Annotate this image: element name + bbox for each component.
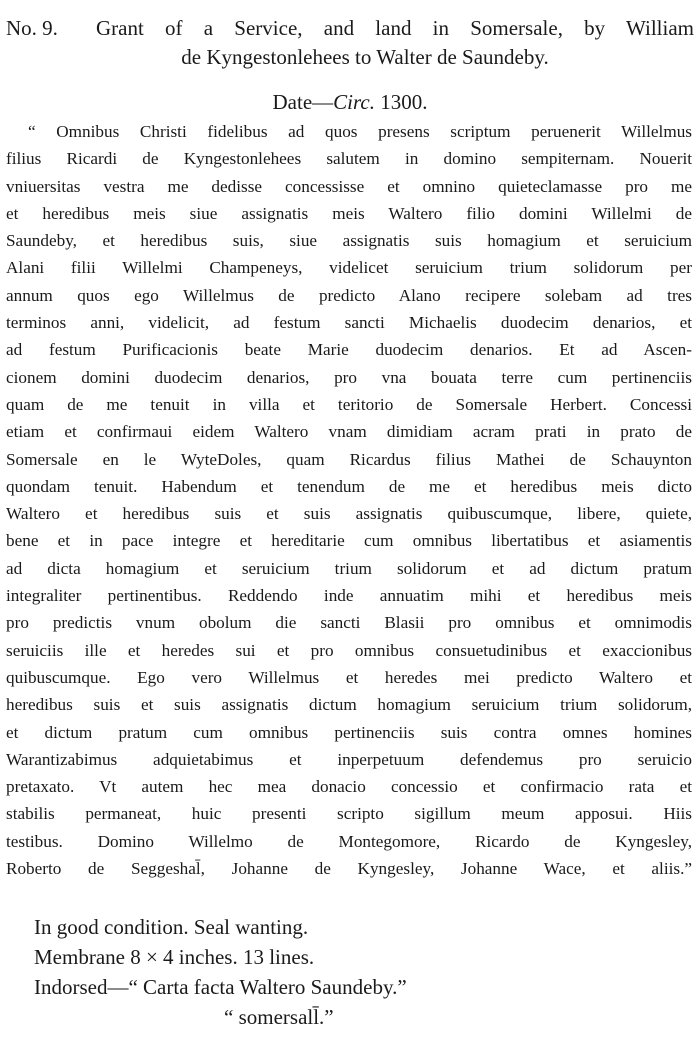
date-year: 1300. bbox=[380, 90, 428, 114]
text-line: et heredibus meis siue assignatis meis Waltero filio domini Willelmi de bbox=[6, 203, 692, 223]
text-line: Roberto de Seggeshal̄, Johanne de Kyngesley, Johanne Wace, et aliis.” bbox=[6, 859, 692, 879]
text-line: “ Omnibus Christi fidelibus ad quos presens scriptum peruenerit Willelmus bbox=[28, 122, 692, 141]
text-line: terminos anni, videlicit, ad festum sancti Michaelis duodecim denarios, et bbox=[6, 313, 692, 333]
text-line: filius Ricardi de Kyngestonlehees salutem in domino sempiternam. Nouerit bbox=[6, 149, 692, 169]
heading-line-1 bbox=[6, 14, 694, 43]
text-line: quibuscumque. Ego vero Willelmus et heredes mei predicto Waltero et bbox=[6, 667, 692, 687]
text-line: Warantizabimus adquietabimus et inperpetuum defendemus pro seruicio bbox=[6, 749, 692, 769]
indorsed-note: Indorsed—“ Carta facta Waltero Saundeby.” bbox=[34, 975, 407, 999]
text-line: seruiciis ille et heredes sui et pro omnibus consuetudinibus et exaccionibus bbox=[6, 640, 692, 660]
text-line: bene et in pace integre et hereditarie cum omnibus libertatibus et asiamentis bbox=[6, 531, 692, 551]
condition-note: In good condition. Seal wanting. bbox=[34, 915, 309, 939]
text-line: ad festum Purificacionis beate Marie duodecim denarios. Et ad Ascen- bbox=[6, 340, 692, 360]
charter-date bbox=[0, 89, 700, 115]
text-line: etiam et confirmaui eidem Waltero vnam dimidiam acram prati in prato de bbox=[6, 422, 692, 442]
charter-heading bbox=[6, 14, 694, 72]
text-line: integraliter pertinentibus. Reddendo inde annuatim mihi et heredibus meis bbox=[6, 586, 692, 606]
indorsed-note-2: “ somersall̄.” bbox=[224, 1005, 334, 1029]
charter-notes bbox=[34, 912, 674, 1032]
charter-number: No. 9. bbox=[6, 16, 58, 40]
text-line: Saundeby, et heredibus suis, siue assignatis suis homagium et seruicium bbox=[6, 231, 692, 251]
text-line: quondam tenuit. Habendum et tenendum de me et heredibus meis dicto bbox=[6, 476, 692, 496]
text-line: testibus. Domino Willelmo de Montegomore, Ricardo de Kyngesley, bbox=[6, 831, 692, 851]
text-line: ad dicta homagium et seruicium trium solidorum et ad dictum pratum bbox=[6, 558, 692, 578]
text-line: Alani filii Willelmi Champeneys, videlicet seruicium trium solidorum per bbox=[6, 258, 692, 278]
text-line: et dictum pratum cum omnibus pertinenciis suis contra omnes homines bbox=[6, 722, 692, 742]
text-line: quam de me tenuit in villa et teritorio de Somersale Herbert. Concessi bbox=[6, 394, 692, 414]
text-line: Somersale en le WyteDoles, quam Ricardus filius Mathei de Schauynton bbox=[6, 449, 692, 469]
text-line: stabilis permaneat, huic presenti scripto sigillum meum apposui. Hiis bbox=[6, 804, 692, 824]
charter-title-line-2: de Kyngestonlehees to Walter de Saundeby. bbox=[181, 45, 549, 69]
text-line: pretaxato. Vt autem hec mea donacio concessio et confirmacio rata et bbox=[6, 777, 692, 797]
date-circ: Circ. bbox=[333, 90, 375, 114]
text-line: cionem domini duodecim denarios, pro vna bouata terre cum pertinenciis bbox=[6, 367, 692, 387]
text-line: pro predictis vnum obolum die sancti Blasii pro omnibus et omnimodis bbox=[6, 613, 692, 633]
charter-title-line-1: Grant of a Service, and land in Somersale, by William bbox=[96, 16, 694, 40]
text-line: heredibus suis et suis assignatis dictum homagium seruicium trium solidorum, bbox=[6, 695, 692, 715]
membrane-note: Membrane 8 × 4 inches. 13 lines. bbox=[34, 945, 315, 969]
charter-latin-text bbox=[6, 118, 692, 882]
date-prefix: Date— bbox=[272, 90, 334, 114]
text-line: Waltero et heredibus suis et suis assignatis quibuscumque, libere, quiete, bbox=[6, 504, 692, 524]
text-line: annum quos ego Willelmus de predicto Alano recipere solebam ad tres bbox=[6, 285, 692, 305]
text-line: vniuersitas vestra me dedisse concessisse et omnino quieteclamasse pro me bbox=[6, 176, 692, 196]
